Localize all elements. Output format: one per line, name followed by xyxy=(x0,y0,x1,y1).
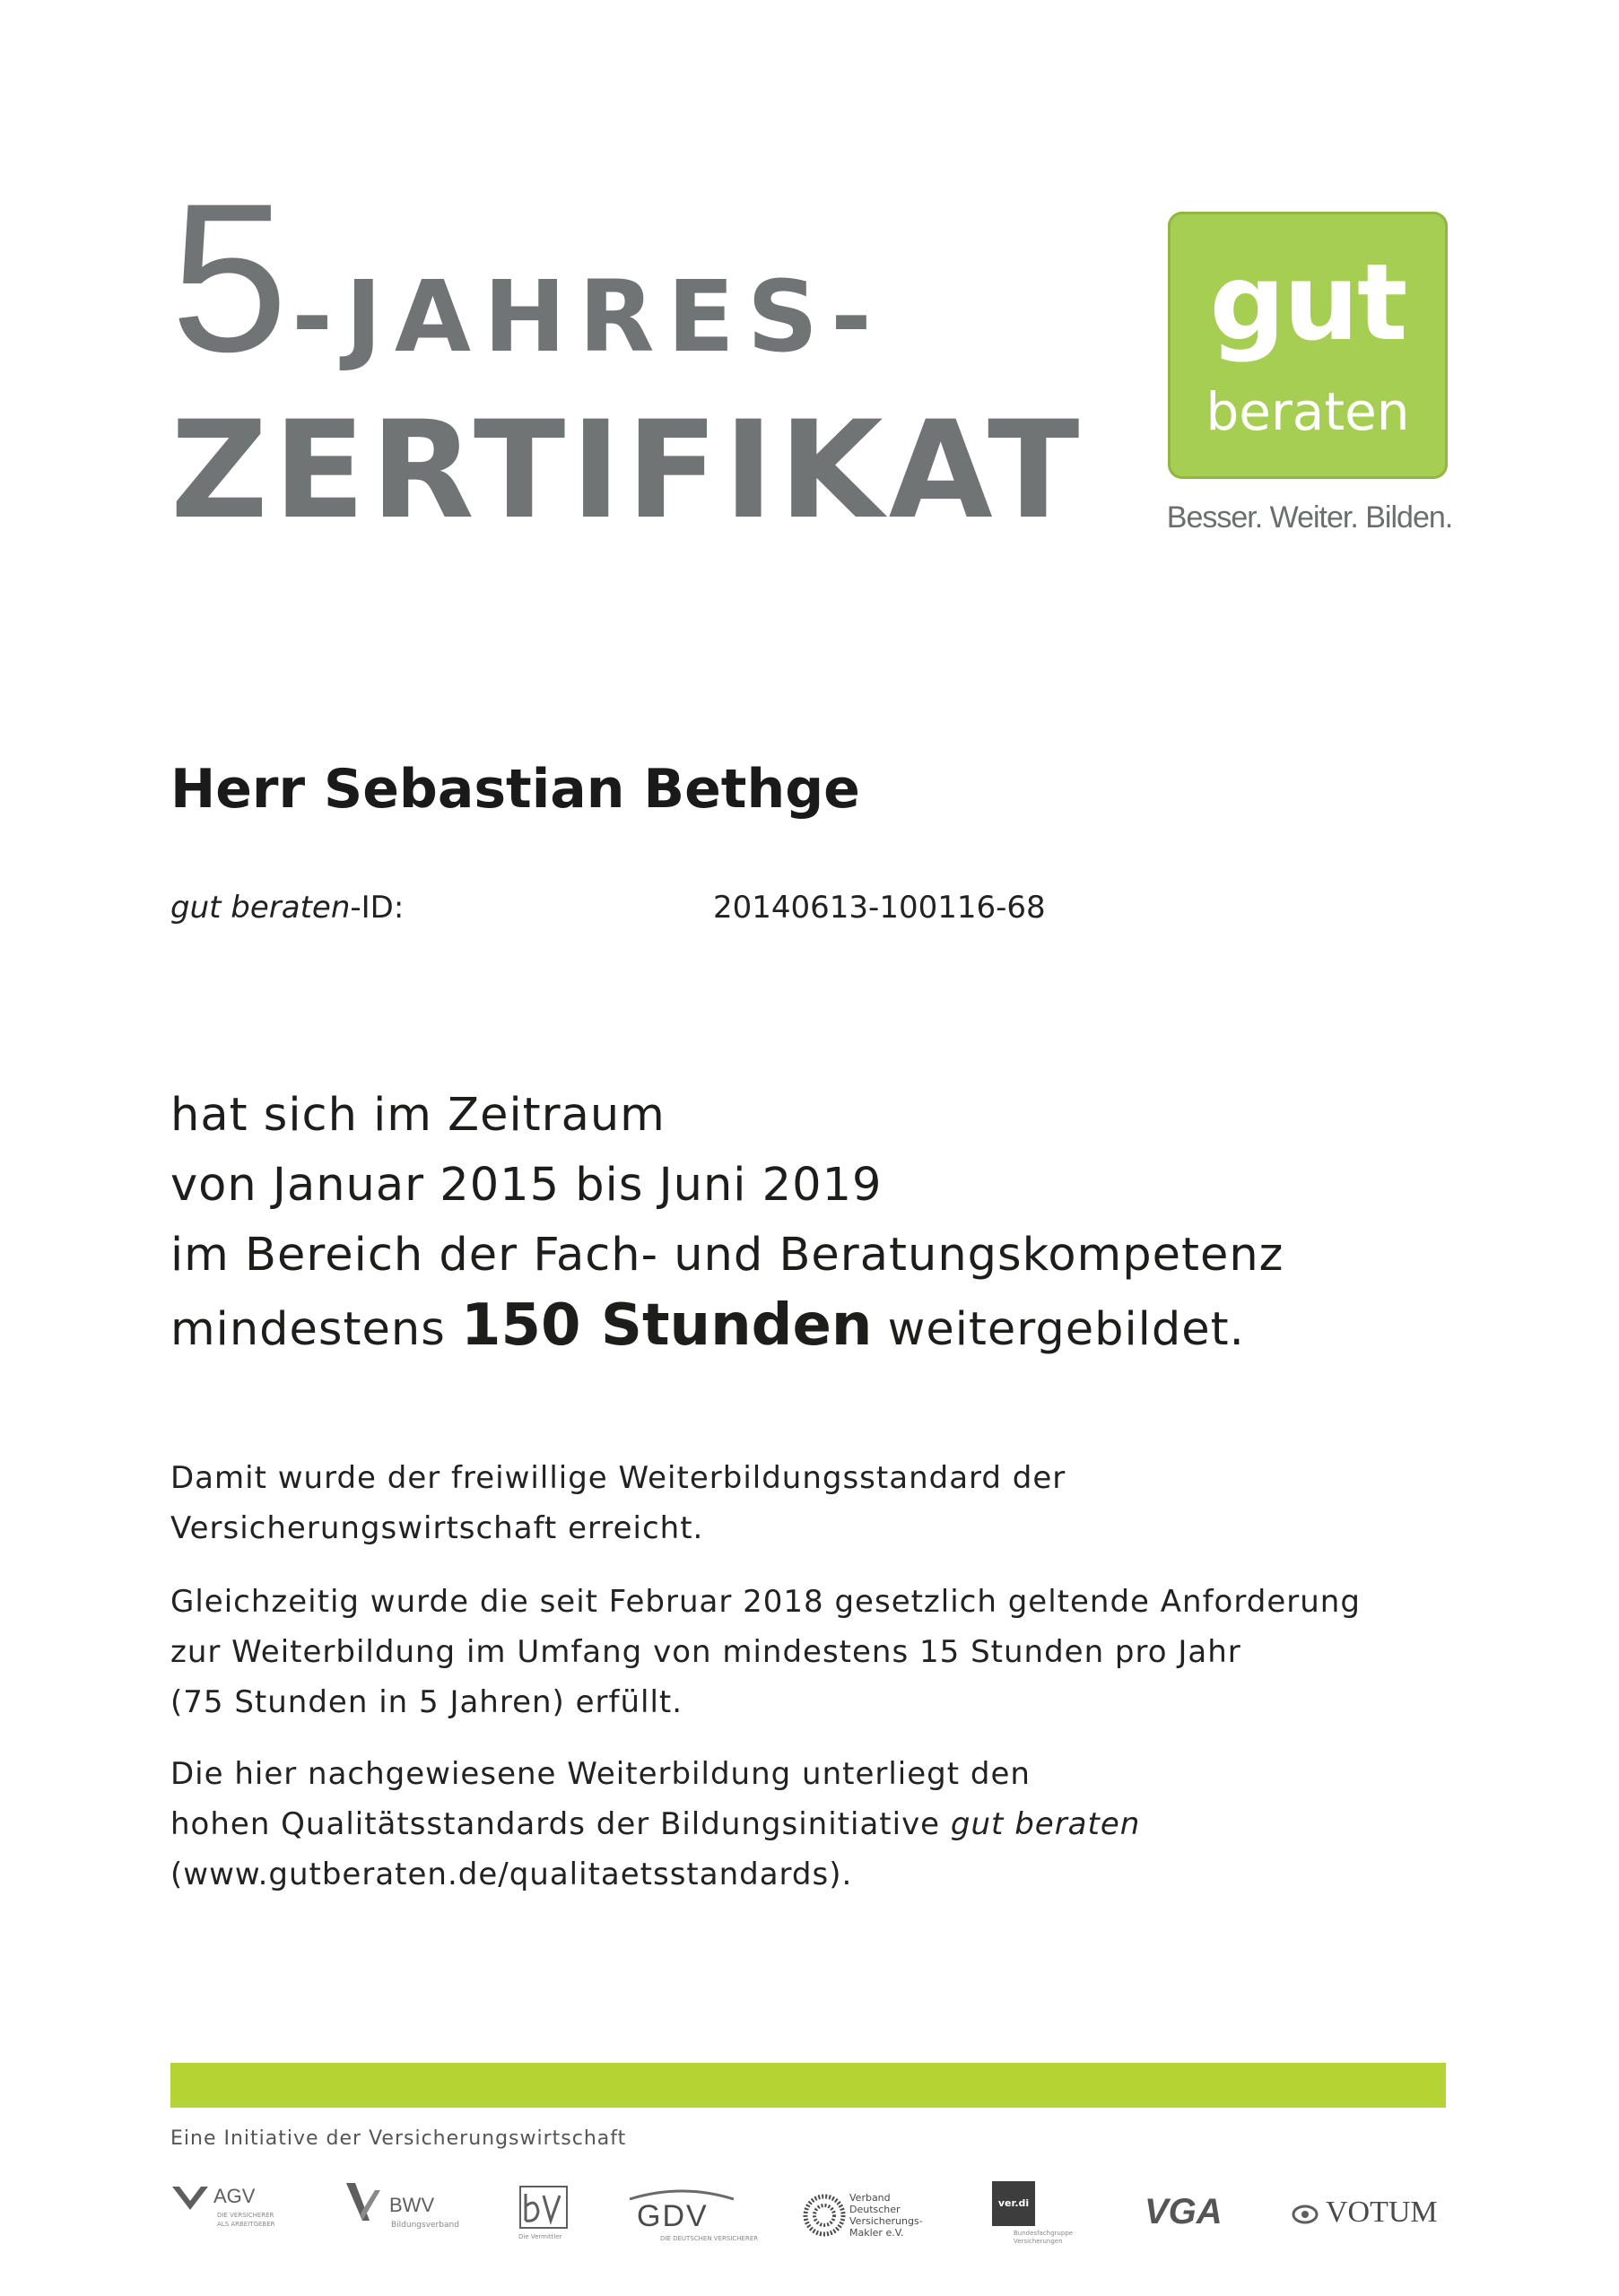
vdvm-mark-icon xyxy=(803,2194,846,2237)
title-jahres: -JAHRES- xyxy=(292,259,884,374)
vdvm-line: Verband xyxy=(849,2192,891,2204)
votum-logo xyxy=(1292,2196,1453,2235)
statement-line-3: im Bereich der Fach- und Beratungskompetenz xyxy=(170,1229,1284,1282)
verdi-sub-2: Versicherungen xyxy=(1014,2238,1063,2245)
verdi-sub-1: Bundesfachgruppe xyxy=(1014,2230,1074,2237)
logo-word-beraten: beraten xyxy=(1206,381,1410,442)
votum-mark-icon xyxy=(1292,2205,1319,2224)
green-bar xyxy=(170,2063,1446,2108)
agv-sub-1: DIE VERSICHERER xyxy=(217,2212,274,2219)
vga-logo: VGA xyxy=(1145,2192,1223,2231)
paragraph-2-line: (75 Stunden in 5 Jahren) erfüllt. xyxy=(170,1684,683,1720)
logo-tagline: Besser. Weiter. Bilden. xyxy=(1166,500,1453,535)
vdvm-line: Deutscher xyxy=(849,2204,901,2215)
paragraph-3-url: (www.gutberaten.de/qualitaetsstandards). xyxy=(170,1857,853,1892)
title-zertifikat: ZERTIFIKAT xyxy=(170,393,1085,549)
votum-name: VOTUM xyxy=(1326,2196,1438,2229)
vdvm-line: Versicherungs- xyxy=(849,2215,923,2227)
id-label xyxy=(170,888,404,927)
vdvm-line: Makler e.V. xyxy=(849,2227,904,2239)
recipient-name: Herr Sebastian Bethge xyxy=(170,758,860,821)
title-number: 5 xyxy=(170,160,285,396)
hours-value: 150 Stunden xyxy=(460,1292,873,1359)
gdv-sub: DIE DEUTSCHEN VERSICHERER xyxy=(660,2235,759,2242)
id-label-suffix: -ID: xyxy=(350,890,405,926)
paragraph-1-line: Versicherungswirtschaft erreicht. xyxy=(170,1510,704,1546)
paragraph-3-brand: gut beraten xyxy=(950,1806,1141,1842)
paragraph-2 xyxy=(170,1577,1361,1727)
agv-logo xyxy=(170,2181,305,2235)
bwv-name: BWV xyxy=(389,2194,435,2216)
initiative-label: Eine Initiative der Versicherungswirtschaft xyxy=(170,2127,627,2150)
bwv-mark-icon xyxy=(344,2181,384,2222)
gdv-logo xyxy=(624,2188,759,2246)
paragraph-2-line: Gleichzeitig wurde die seit Februar 2018 gesetzlich geltende Anforderung xyxy=(170,1584,1361,1620)
gut-beraten-logo xyxy=(1168,212,1448,479)
vdvm-logo xyxy=(803,2188,937,2242)
verdi-name: ver.di xyxy=(992,2181,1035,2226)
agv-sub-2: ALS ARBEITGEBER xyxy=(217,2221,275,2228)
vdvm-text xyxy=(849,2192,923,2239)
bwv-logo xyxy=(344,2178,479,2240)
statement-line-4 xyxy=(170,1291,1284,1365)
gdv-name: GDV xyxy=(637,2199,709,2233)
paragraph-3-line xyxy=(170,1799,1140,1849)
id-label-italic: gut beraten xyxy=(170,890,351,926)
paragraph-2-line: zur Weiterbildung im Umfang von mindestens 15 Stunden pro Jahr xyxy=(170,1634,1241,1670)
paragraph-3-line: Die hier nachgewiesene Weiterbildung unterliegt den xyxy=(170,1756,1031,1792)
statement-line-2: von Januar 2015 bis Juni 2019 xyxy=(170,1159,883,1212)
main-statement xyxy=(170,1081,1284,1365)
logo-word-gut: gut xyxy=(1209,240,1406,364)
paragraph-1-line: Damit wurde der freiwillige Weiterbildungsstandard der xyxy=(170,1460,1066,1496)
id-value: 20140613-100116-68 xyxy=(713,890,1046,926)
paragraph-1 xyxy=(170,1453,1066,1553)
paragraph-3 xyxy=(170,1749,1140,1900)
verdi-logo xyxy=(992,2181,1091,2246)
bvk-logo xyxy=(518,2185,581,2244)
bvk-mark-icon xyxy=(518,2185,569,2230)
bvk-sub: Die Vermittler xyxy=(518,2233,562,2240)
statement-pre: mindestens xyxy=(170,1303,446,1356)
title-line-1 xyxy=(170,160,884,396)
agv-name: AGV xyxy=(213,2185,256,2207)
statement-line-1: hat sich im Zeitraum xyxy=(170,1089,666,1142)
bwv-sub: Bildungsverband xyxy=(391,2221,459,2230)
statement-post: weitergebildet. xyxy=(887,1303,1245,1356)
agv-mark-icon xyxy=(170,2185,210,2212)
paragraph-3-text: hohen Qualitätsstandards der Bildungsinitiative xyxy=(170,1806,941,1842)
